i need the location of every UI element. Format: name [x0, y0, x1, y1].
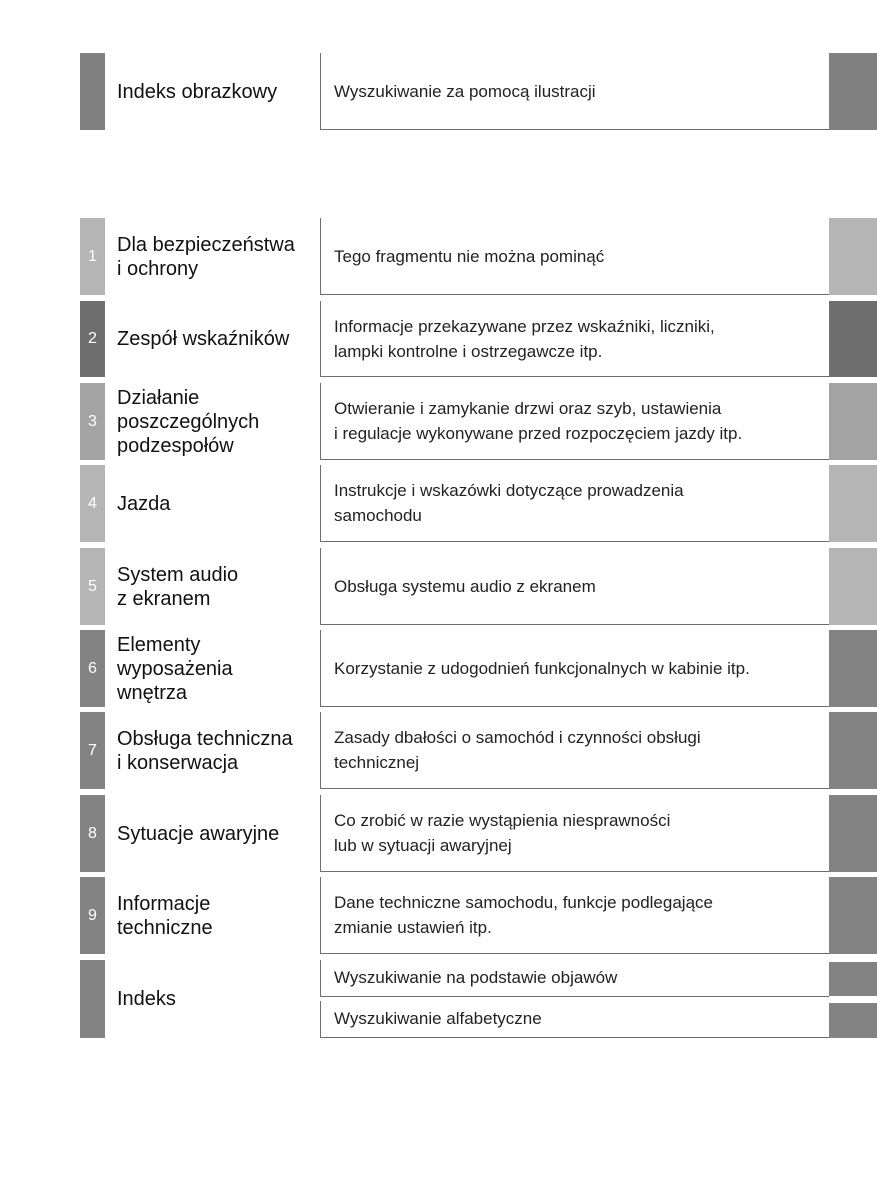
index-item-alphabetical[interactable]: Wyszukiwanie alfabetyczne	[320, 1001, 829, 1038]
chapter-row-8[interactable]	[80, 795, 877, 872]
chapter-number-tab: 3	[80, 383, 105, 460]
chapter-description: Otwieranie i zamykanie drzwi oraz szyb, ustawienia i regulacje wykonywane przed rozpoczęciem jazdy itp.	[320, 383, 829, 460]
chapter-title: Informacje techniczne	[117, 892, 213, 939]
chapter-title: Dla bezpieczeństwa i ochrony	[117, 233, 295, 280]
chapter-title: Zespół wskaźników	[117, 328, 290, 350]
chapter-edge-tab	[829, 795, 877, 872]
picture-index-row[interactable]	[80, 53, 877, 130]
chapter-row-1[interactable]	[80, 218, 877, 295]
chapter-number-tab: 1	[80, 218, 105, 295]
chapter-row-9[interactable]	[80, 877, 877, 954]
chapter-edge-tab	[829, 383, 877, 460]
picture-index-edge-tab	[829, 53, 877, 130]
picture-index-title: Indeks obrazkowy	[117, 80, 278, 103]
chapter-title: Działanie poszczególnych podzespołów	[117, 386, 260, 457]
chapter-description: Zasady dbałości o samochód i czynności obsługi technicznej	[320, 712, 829, 789]
chapter-row-3[interactable]	[80, 383, 877, 460]
chapter-edge-tab	[829, 548, 877, 625]
chapter-edge-tab	[829, 465, 877, 542]
chapter-row-4[interactable]	[80, 465, 877, 542]
chapter-row-2[interactable]	[80, 301, 877, 377]
chapter-title: Jazda	[117, 492, 171, 515]
chapter-description: Instrukcje i wskazówki dotyczące prowadzenia samochodu	[320, 465, 829, 542]
chapter-number-tab: 8	[80, 795, 105, 872]
chapter-row-7[interactable]	[80, 712, 877, 789]
index-item-symptoms[interactable]: Wyszukiwanie na podstawie objawów	[320, 960, 829, 997]
chapter-title: Obsługa techniczna i konserwacja	[117, 727, 293, 774]
chapter-row-5[interactable]	[80, 548, 877, 625]
index-title: Indeks	[117, 988, 176, 1010]
index-item-alphabetical-edge-tab	[829, 1003, 877, 1038]
chapter-description: Obsługa systemu audio z ekranem	[320, 548, 829, 625]
chapter-number-tab: 6	[80, 630, 105, 707]
chapter-number-tab: 5	[80, 548, 105, 625]
chapter-description: Korzystanie z udogodnień funkcjonalnych w kabinie itp.	[320, 630, 829, 707]
chapter-row-6[interactable]	[80, 630, 877, 707]
chapter-edge-tab	[829, 218, 877, 295]
index-tab	[80, 960, 105, 1038]
index-item-symptoms-edge-tab	[829, 962, 877, 996]
chapter-edge-tab	[829, 712, 877, 789]
chapter-description: Informacje przekazywane przez wskaźniki, liczniki, lampki kontrolne i ostrzegawcze itp.	[320, 301, 829, 377]
chapter-number-tab: 7	[80, 712, 105, 789]
chapter-number-tab: 4	[80, 465, 105, 542]
chapter-number-tab: 9	[80, 877, 105, 954]
chapter-title: Sytuacje awaryjne	[117, 822, 280, 845]
chapter-description: Dane techniczne samochodu, funkcje podlegające zmianie ustawień itp.	[320, 877, 829, 954]
chapter-title: System audio z ekranem	[117, 563, 239, 610]
picture-index-description: Wyszukiwanie za pomocą ilustracji	[320, 53, 829, 130]
chapter-number-tab: 2	[80, 301, 105, 377]
chapter-description: Tego fragmentu nie można pominąć	[320, 218, 829, 295]
chapter-edge-tab	[829, 877, 877, 954]
picture-index-tab	[80, 53, 105, 130]
chapter-description: Co zrobić w razie wystąpienia niesprawności lub w sytuacji awaryjnej	[320, 795, 829, 872]
chapter-title: Elementy wyposażenia wnętrza	[117, 633, 233, 704]
chapter-edge-tab	[829, 301, 877, 377]
chapter-edge-tab	[829, 630, 877, 707]
index-row	[80, 960, 877, 1038]
